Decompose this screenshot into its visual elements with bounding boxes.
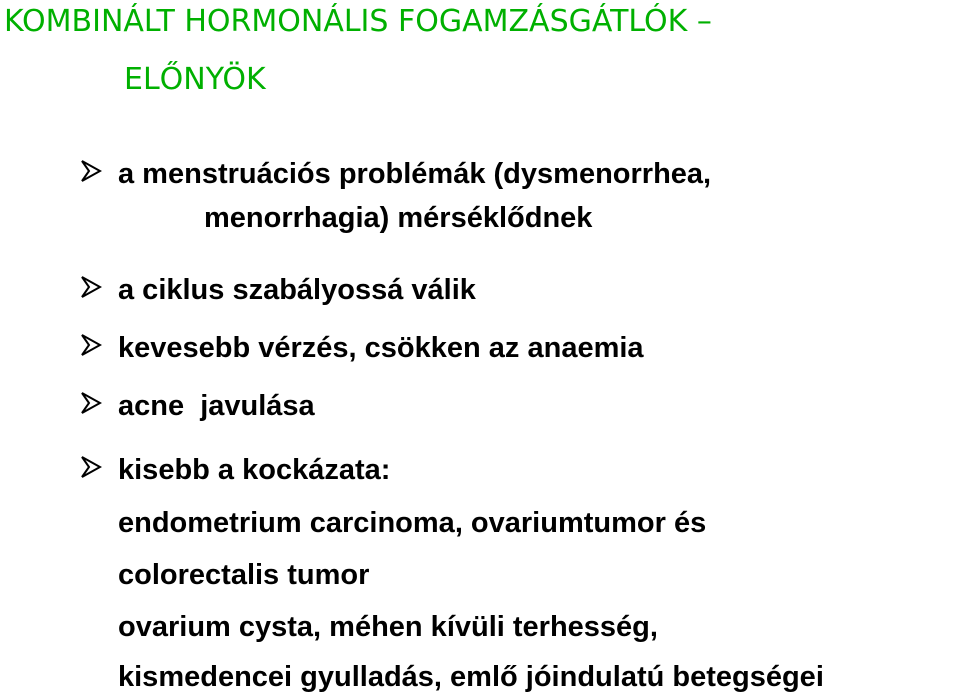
bullet-item-acne [80, 386, 315, 426]
arrow-bullet-icon [80, 276, 102, 298]
arrow-bullet-icon [80, 456, 102, 478]
bullet-continuation: endometrium carcinoma, ovariumtumor és [118, 507, 707, 539]
bullet-continuation: kismedencei gyulladás, emlő jóindulatú betegségei [118, 661, 824, 693]
bullet-text: a ciklus szabályossá válik [118, 274, 476, 306]
slide-title-line-2: ELŐNYÖK [124, 62, 266, 97]
bullet-item-menstrual-problems [80, 154, 711, 194]
bullet-item-less-bleeding [80, 328, 644, 368]
arrow-bullet-icon [80, 160, 102, 182]
bullet-continuation: colorectalis tumor [118, 559, 370, 591]
arrow-bullet-icon [80, 392, 102, 414]
bullet-text: a menstruációs problémák (dysmenorrhea, [118, 158, 712, 190]
bullet-text: acne javulása [118, 390, 315, 422]
bullet-text: kevesebb vérzés, csökken az anaemia [118, 332, 644, 364]
arrow-bullet-icon [80, 334, 102, 356]
bullet-item-lower-risk [80, 450, 390, 490]
bullet-text: kisebb a kockázata: [118, 454, 391, 486]
bullet-continuation: menorrhagia) mérséklődnek [204, 202, 593, 234]
bullet-item-cycle-regular [80, 270, 476, 310]
bullet-continuation: ovarium cysta, méhen kívüli terhesség, [118, 611, 658, 643]
slide-title-line-1: KOMBINÁLT HORMONÁLIS FOGAMZÁSGÁTLÓK – [4, 4, 712, 39]
